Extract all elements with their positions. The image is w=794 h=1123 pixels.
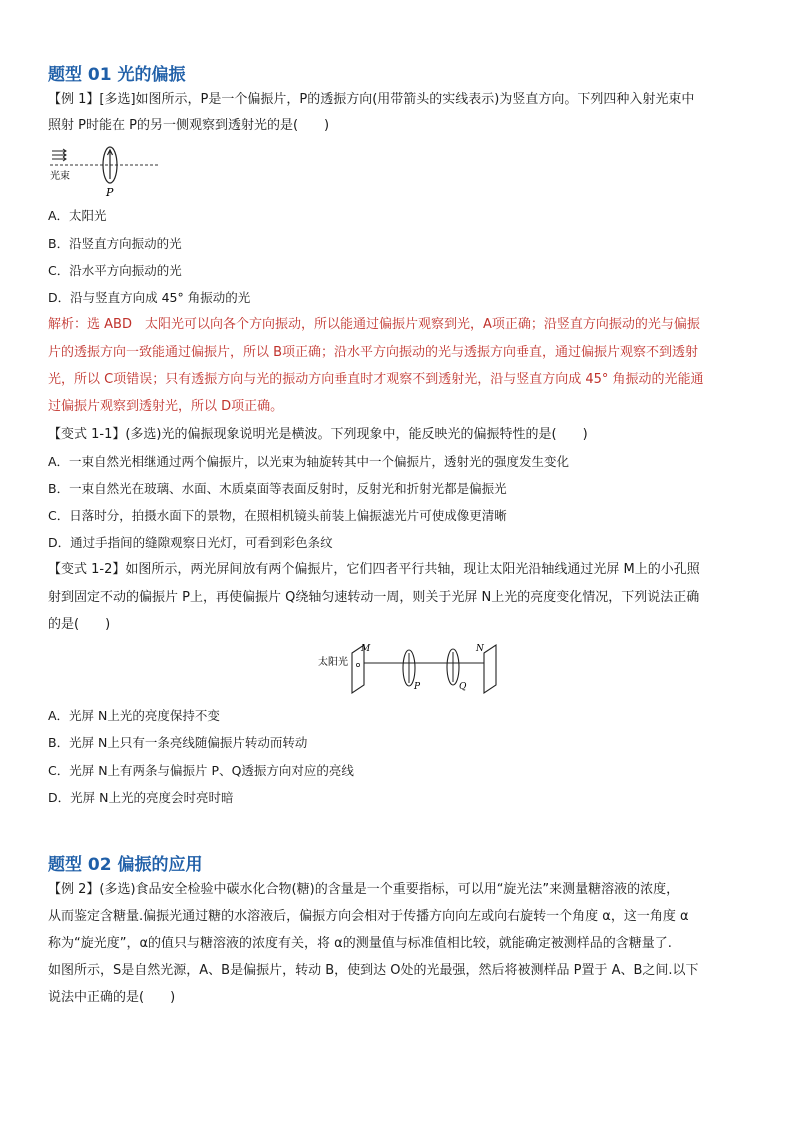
beam-label: 光束 [50,171,70,182]
variant-1-1-option-a: A．一束自然光相继通过两个偏振片，以光束为轴旋转其中一个偏振片，透射光的强度发生变化 [48,454,570,469]
variant-1-1-option-b: B．一束自然光在玻璃、水面、木质桌面等表面反射时，反射光和折射光都是偏振光 [48,481,507,496]
example-1-line-1: 【例 1】[多选]如图所示，P是一个偏振片，P的透振方向(用带箭头的实线表示)为竖直方向。下列四种入射光束中 [48,92,695,107]
analysis-line-4: 过偏振片观察到透射光，所以 D项正确。 [48,399,284,414]
variant-1-1-option-d: D．通过手指间的缝隙观察日光灯，可看到彩色条纹 [48,535,333,550]
example-1-option-b: B．沿竖直方向振动的光 [48,236,182,251]
variant-1-2-line-2: 射到固定不动的偏振片 P上，再使偏振片 Q绕轴匀速转动一周，则关于光屏 N上光的亮度变化情况，下列说法正确 [48,590,700,605]
analysis-line-3: 光，所以 C项错误；只有透振方向与光的振动方向垂直时才观察不到透射光，沿与竖直方向成 45° 角振动的光能通 [48,372,704,387]
example-1-option-a: A．太阳光 [48,208,107,223]
example-1-line-2: 照射 P时能在 P的另一侧观察到透射光的是( ) [48,118,330,133]
plate-label: P [106,186,114,199]
section-2-title: 题型 02 偏振的应用 [48,855,203,875]
polarizer-figure [48,143,166,199]
analysis-line-1: 解析：选 ABD 太阳光可以向各个方向振动，所以能通过偏振片观察到光，A项正确；沿竖直方向振动的光与偏振 [48,317,700,332]
variant-1-1-stem: 【变式 1-1】(多选)光的偏振现象说明光是横波。下列现象中，能反映光的偏振特性的是( ) [48,427,588,442]
analysis-line-2: 片的透振方向一致能通过偏振片，所以 B项正确；沿水平方向振动的光与透振方向垂直，通过偏振片观察不到透射 [48,345,699,360]
example-2-line-1: 【例 2】(多选)食品安全检验中碳水化合物(糖)的含量是一个重要指标，可以用“旋光法”来测量糖溶液的浓度， [48,882,680,897]
example-1-option-c: C．沿水平方向振动的光 [48,263,182,278]
screens-polarizers-figure [316,641,506,697]
variant-1-2-line-3: 的是( ) [48,617,111,632]
example-2-line-4: 如图所示，S是自然光源，A、B是偏振片，转动 B，使到达 O处的光最强，然后将被测样品 P置于 A、B之间.以下 [48,963,699,978]
pinhole [356,663,359,666]
sunlight-label: 太阳光 [318,657,348,668]
label-n: N [476,644,484,654]
screen-n [484,645,496,693]
variant-1-1-option-c: C．日落时分，拍摄水面下的景物，在照相机镜头前装上偏振滤光片可使成像更清晰 [48,508,507,523]
incident-beam-arrows-icon [52,149,66,161]
label-p: P [414,682,421,692]
label-m: M [361,644,371,654]
label-q: Q [459,682,467,692]
variant-1-2-option-d: D．光屏 N上光的亮度会时亮时暗 [48,790,234,805]
variant-1-2-option-a: A．光屏 N上光的亮度保持不变 [48,708,220,723]
example-2-line-5: 说法中正确的是( ) [48,990,176,1005]
variant-1-2-option-c: C．光屏 N上有两条与偏振片 P、Q透振方向对应的亮线 [48,763,354,778]
section-1-title: 题型 01 光的偏振 [48,65,186,85]
variant-1-2-option-b: B．光屏 N上只有一条亮线随偏振片转动而转动 [48,735,308,750]
example-1-option-d: D．沿与竖直方向成 45° 角振动的光 [48,290,251,305]
example-2-line-2: 从而鉴定含糖量.偏振光通过糖的水溶液后，偏振方向会相对于传播方向向左或向右旋转一个角度 α，这一角度 α [48,909,689,924]
variant-1-2-line-1: 【变式 1-2】如图所示，两光屏间放有两个偏振片，它们四者平行共轴，现让太阳光沿轴线通过光屏 M上的小孔照 [48,562,700,577]
example-2-line-3: 称为“旋光度”，α的值只与糖溶液的浓度有关，将 α的测量值与标准值相比较，就能确定被测样品的含糖量了. [48,936,672,951]
